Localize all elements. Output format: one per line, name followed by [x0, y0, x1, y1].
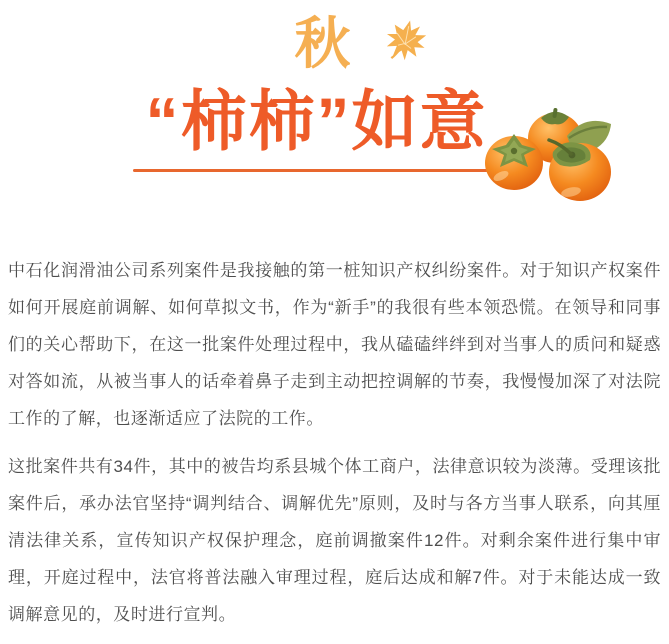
- season-row: [27, 12, 669, 76]
- season-label: 秋: [294, 12, 351, 75]
- paragraph-2: 这批案件共有34件，其中的被告均系县城个体工商户，法律意识较为淡薄。受理该批案件后，承办法官坚持“调判结合、调解优先”原则，及时与各方当事人联系，向其厘清法律关系，宣传知识产权保护理念，庭前调撤案件12件。对剩余案件进行集中审理，开庭过程中，法官将普法融入审理过程，庭后达成和解7件。对于未能达成一致调解意见的，及时进行宣判。: [8, 457, 661, 624]
- article-header: [0, 0, 669, 252]
- paragraph-1: 中石化润滑油公司系列案件是我接触的第一桩知识产权纠纷案件。对于知识产权案件如何开展庭前调解、如何草拟文书，作为“新手”的我很有些本领恐慌。在领导和同事们的关心帮助下，在这一批案件处理过程中，我从磕磕绊绊到对当事人的质问和疑惑对答如流，从被当事人的话牵着鼻子走到主动把控调解的节奏，我慢慢加深了对法院工作的了解，也逐渐适应了法院的工作。: [8, 261, 661, 428]
- article-body: [0, 252, 669, 644]
- title-divider-line: [133, 169, 540, 172]
- maple-leaf-icon: [375, 12, 433, 70]
- page-title: “柿柿”如意: [145, 84, 488, 158]
- persimmons-illustration-icon: [483, 104, 619, 206]
